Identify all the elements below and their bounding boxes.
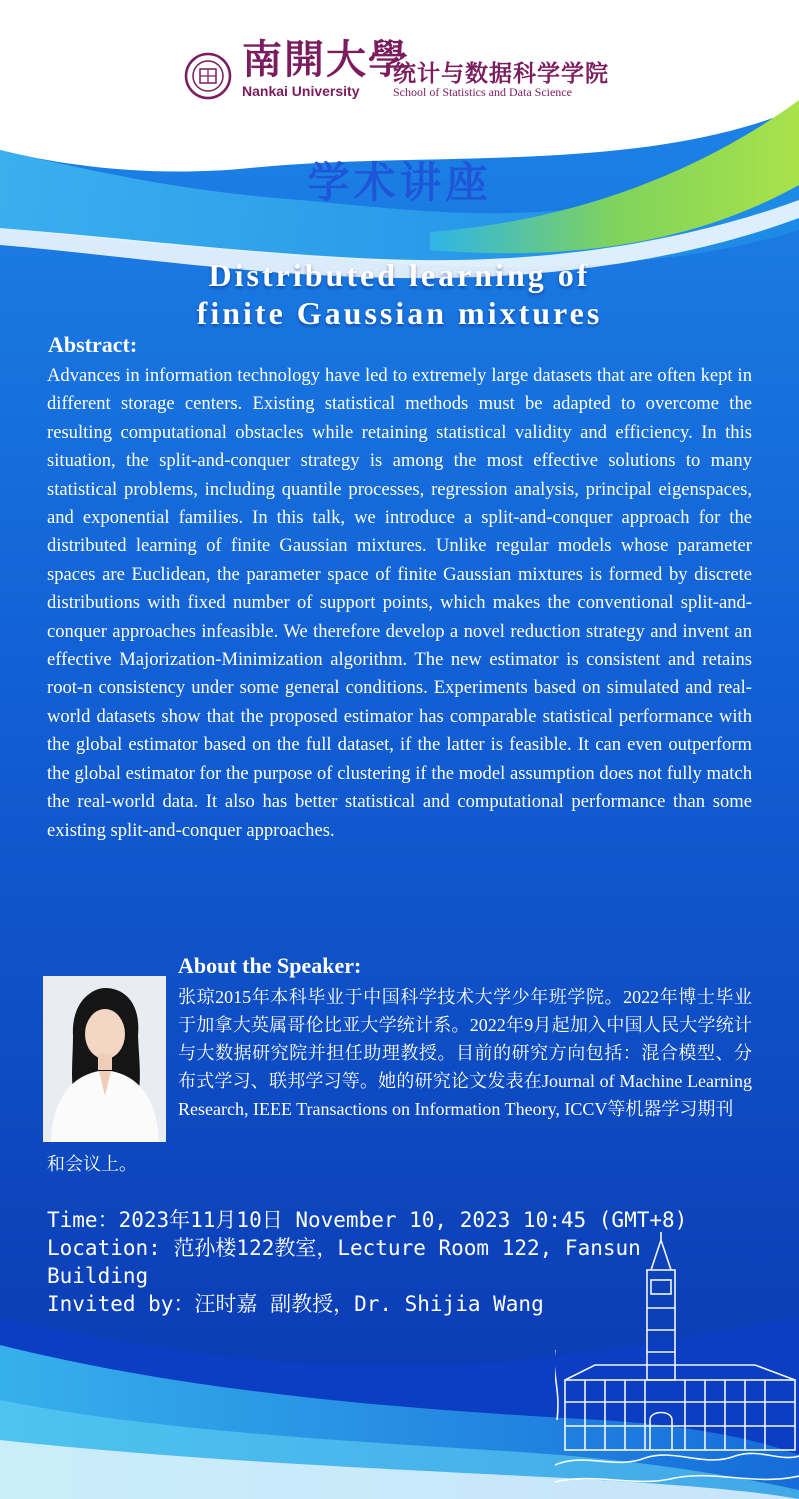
event-location: Location: 范孙楼122教室，Lecture Room 122, Fansun [47, 1236, 641, 1260]
abstract-body: Advances in information technology have led to extremely large datasets that are often kept in different storage centers. Existing statistical methods must be adapted to overcome the resulting computational obstacles while retaining statistical validity and efficiency. In this situation, the split-and-conquer strategy is among the most effective solutions to many statistical problems, including quantile processes, regression analysis, principal eigenspaces, and exponential families. In this talk, we introduce a split-and-conquer approach for the distributed learning of finite Gaussian mixtures. Unlike regular models whose parameter spaces are Euclidean, the parameter space of finite Gaussian mixtures is formed by discrete distributions with fixed number of support points, which makes the conventional split-and-conquer approaches infeasible. We therefore develop a novel reduction strategy and invent an effective Majorization-Minimization algorithm. The new estimator is consistent and retains root-n consistency under some general conditions. Experiments based on simulated and real-world datasets show that the proposed estimator has comparable statistical performance with the global estimator based on the full dataset, if the latter is feasible. It can even outperform the global estimator for the purpose of clustering if the model assumption does not fully match the real-world data. It also has better statistical and computational performance than some existing split-and-conquer approaches. [47, 365, 752, 841]
talk-title-line-2: finite Gaussian mixtures [196, 295, 603, 331]
abstract-heading: Abstract: [48, 332, 138, 357]
event-time: Time：2023年11月10日 November 10, 2023 10:45 (GMT+8) [47, 1208, 688, 1232]
event-location-continued: Building [47, 1264, 149, 1288]
event-host: Invited by：汪时嘉 副教授，Dr. Shijia Wang [47, 1292, 544, 1316]
speaker-bio: 张琼2015年本科毕业于中国科学技术大学少年班学院。2022年博士毕业于加拿大英属哥伦比亚大学统计系。2022年9月起加入中国人民大学统计与大数据研究院并担任助理教授。目前的研究方向包括：混合模型、分布式学习、联邦学习等。她的研究论文发表在Journal of Machine Learning Research, IEEE Transactions on Information Theory, ICCV等机器学习期刊 [178, 987, 752, 1119]
university-seal-icon [184, 52, 232, 100]
talk-title [0, 256, 799, 332]
university-name-en: Nankai University [242, 83, 360, 99]
school-name-cn: 统计与数据科学学院 [393, 61, 609, 86]
talk-title-line-1: Distributed learning of [208, 257, 591, 293]
speaker-heading: About the Speaker: [178, 953, 362, 978]
speaker-bio-continued: 和会议上。 [47, 1154, 137, 1174]
university-name-cn: 南開大學 [242, 37, 410, 82]
speaker-photo [43, 976, 166, 1142]
building-illustration [555, 1230, 799, 1499]
school-name-en: School of Statistics and Data Science [393, 85, 572, 99]
lecture-label: 学术讲座 [307, 161, 492, 207]
